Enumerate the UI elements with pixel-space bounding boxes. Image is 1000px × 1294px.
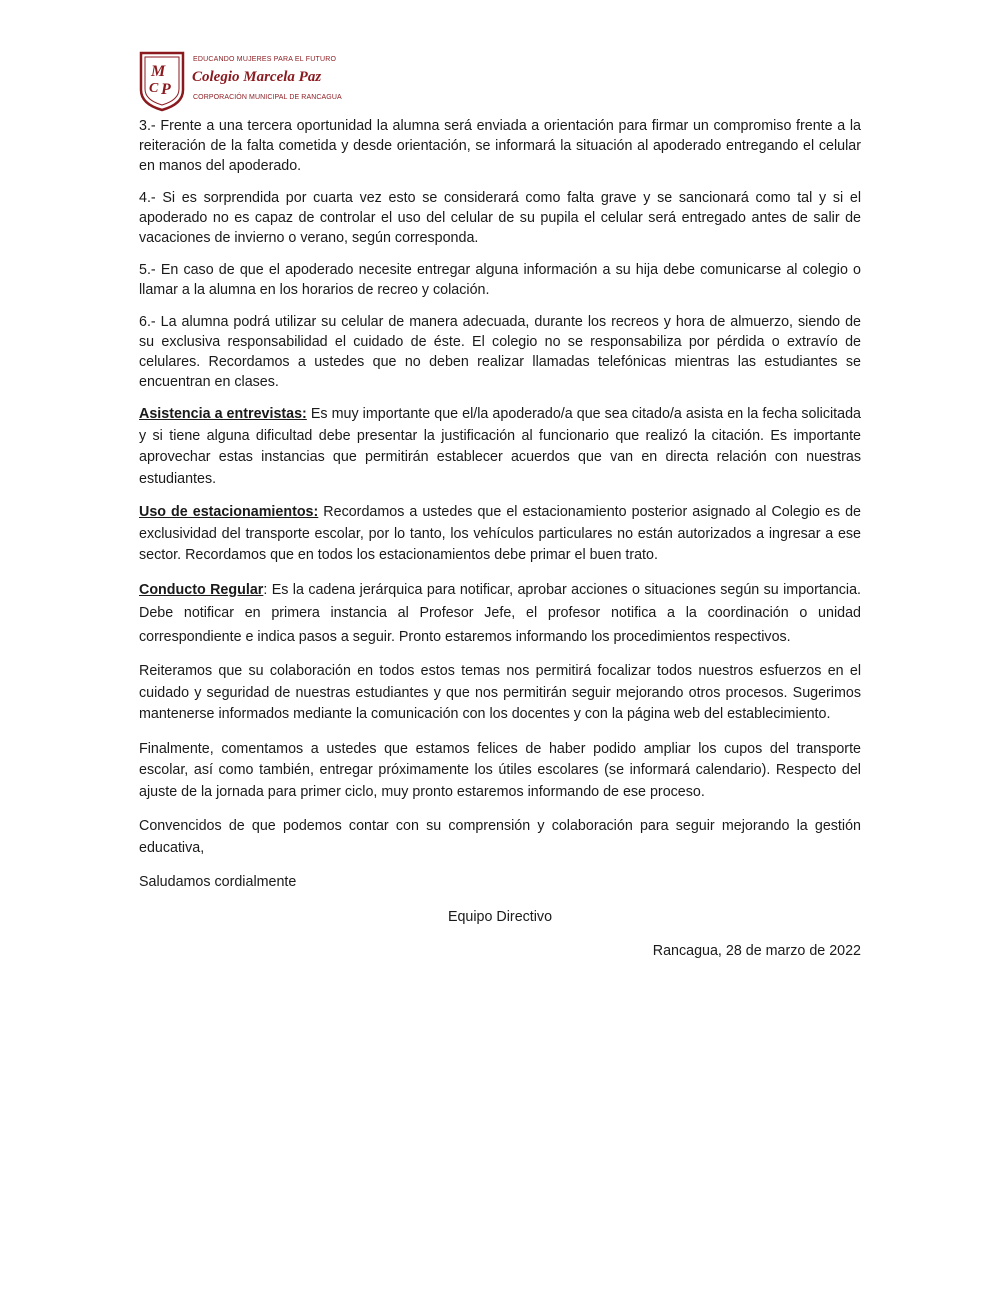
- paragraph-finalmente: Finalmente, comentamos a ustedes que estamos felices de haber podido ampliar los cupos del transporte escolar, así como también, entregar próximamente los útiles escolares (se informará calendario). Respecto del ajuste de la jornada para primer ciclo, muy pronto estaremos informando de ese proceso.: [139, 740, 861, 800]
- paragraph-point-6: 6.- La alumna podrá utilizar su celular de manera adecuada, durante los recreos y hora de almuerzo, siendo de su exclusiva responsabilidad el cuidado de éste. El colegio no se responsabiliza por pérdida o extravío de celulares. Recordamos a ustedes que no deben realizar llamadas telefónicas mientras las estudiantes se encuentran en clases.: [139, 314, 861, 390]
- signature: Equipo Directivo: [447, 908, 553, 925]
- conducto-text: : Es la cadena jerárquica para notificar, aprobar acciones o situaciones según su importancia. Debe notificar en primera instancia al Profesor Jefe, el profesor notifica a la coordinación o unidad correspondiente e indica pasos a seguir. Pronto estaremos informando los procedimientos respectivos.: [139, 581, 862, 645]
- school-tagline: EDUCANDO MUJERES PARA EL FUTURO: [193, 56, 337, 63]
- closing-greeting: Saludamos cordialmente: [139, 874, 297, 890]
- svg-text:C: C: [149, 81, 159, 96]
- letter-date: Rancagua, 28 de marzo de 2022: [652, 943, 861, 959]
- paragraph-point-3: 3.- Frente a una tercera oportunidad la alumna será enviada a orientación para firmar un compromiso frente a la reiteración de la falta cometida y desde orientación, se informará la situación al apoderado entregando el celular en manos del apoderado.: [139, 118, 861, 174]
- conducto-heading: Conducto Regular: [139, 581, 264, 598]
- school-name: Colegio Marcela Paz: [192, 69, 322, 85]
- paragraph-convencidos: Convencidos de que podemos contar con su comprensión y colaboración para seguir mejorando la gestión educativa,: [139, 818, 861, 856]
- paragraph-conducto: [139, 579, 861, 650]
- asistencia-heading: Asistencia a entrevistas:: [139, 406, 307, 422]
- school-corporation: CORPORACIÓN MUNICIPAL DE RANCAGUA: [193, 94, 342, 101]
- paragraph-asistencia: [139, 404, 861, 490]
- paragraph-point-4: 4.- Si es sorprendida por cuarta vez esto se considerará como falta grave y se sancionará como tal y si el apoderado no es capaz de controlar el uso del celular de su pupila el celular será entregado antes de salir de vacaciones de invierno o verano, según corresponda.: [139, 190, 861, 246]
- svg-text:P: P: [161, 81, 171, 98]
- paragraph-estacionamientos: [139, 502, 861, 567]
- asistencia-text: Es muy importante que el/la apoderado/a que sea citado/a asista en la fecha solicitada y si tiene alguna dificultad debe presentar la justificación al funcionario que realizó la citación. Es importante aprovechar estas instancias que permitirán establecer acuerdos que van en directa relación con nuestras estudiantes.: [139, 406, 861, 487]
- letter-body: [139, 116, 861, 963]
- estacionamientos-heading: Uso de estacionamientos:: [139, 504, 319, 520]
- estacionamientos-text: Recordamos a ustedes que el estacionamiento posterior asignado al Colegio es de exclusividad del transporte escolar, por lo tanto, los vehículos particulares no están autorizados a ingresar a ese sector. Recordamos que en todos los estacionamientos debe primar el buen trato.: [139, 504, 861, 563]
- paragraph-reiteramos: Reiteramos que su colaboración en todos estos temas nos permitirá focalizar todos nuestros esfuerzos en el cuidado y seguridad de nuestras estudiantes y que nos permitirán seguir mejorando otros procesos. Sugerimos mantenerse informados mediante la comunicación con los docentes y con la página web del establecimiento.: [139, 663, 861, 722]
- school-logo-icon: [138, 50, 186, 112]
- letterhead: [138, 50, 342, 116]
- paragraph-point-5: 5.- En caso de que el apoderado necesite entregar alguna información a su hija debe comunicarse al colegio o llamar a la alumna en los horarios de recreo y colación.: [139, 262, 861, 298]
- svg-text:M: M: [151, 63, 166, 80]
